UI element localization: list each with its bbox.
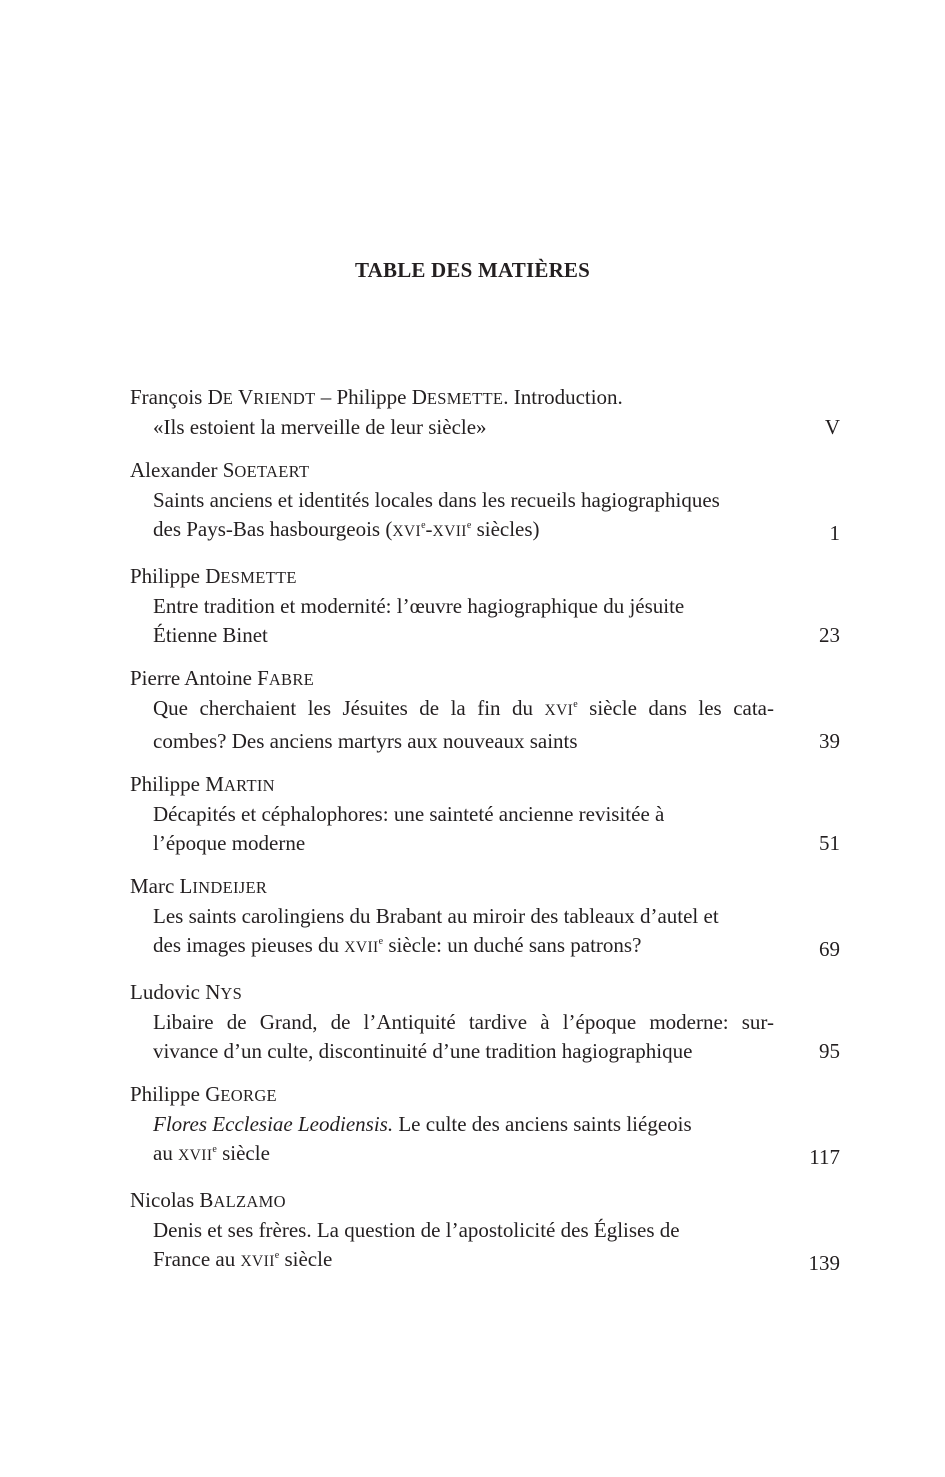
entry-title: Les saints carolingiens du Brabant au miroir des tableaux d’autel et des images pieuses du XVIIe siècle: un duché sans patrons? 69 [130, 902, 840, 964]
entry-page-number: 23 [819, 623, 840, 647]
toc-entry-martin[interactable] [130, 770, 840, 858]
entry-title: Saints anciens et identités locales dans les recueils hagiographiques des Pays-Bas hasbourgeois (XVIe-XVIIe siècles) 1 [130, 486, 840, 548]
entry-title: Que cherchaient les Jésuites de la fin du XVIe siècle dans les cata- combes? Des anciens martyrs aux nouveaux saints 39 [130, 694, 840, 756]
entry-author: Nicolas BALZAMO [130, 1188, 286, 1212]
entry-page-number: 117 [809, 1145, 840, 1169]
entry-title: Libaire de Grand, de l’Antiquité tardive à l’époque moderne: sur- vivance d’un culte, discontinuité d’une tradition hagiographique 95 [130, 1008, 840, 1066]
entry-author: Alexander SOETAERT [130, 458, 310, 482]
toc-entry-balzamo[interactable] [130, 1186, 840, 1278]
toc-entry-george[interactable] [130, 1080, 840, 1172]
entry-author: Marc LINDEIJER [130, 874, 268, 898]
entry-title: «Ils estoient la merveille de leur siècle» V [130, 413, 840, 442]
toc-entry-nys[interactable] [130, 978, 840, 1066]
toc-entry-fabre[interactable] [130, 664, 840, 756]
toc-entry-lindeijer[interactable] [130, 872, 840, 964]
entry-title: Denis et ses frères. La question de l’apostolicité des Églises de France au XVIIe siècle 139 [130, 1216, 840, 1278]
entry-page-number: V [824, 415, 840, 439]
entry-page-number: 1 [829, 521, 840, 545]
entry-title: Flores Ecclesiae Leodiensis. Le culte des anciens saints liégeois au XVIIe siècle 117 [130, 1110, 840, 1172]
entry-page-number: 51 [819, 831, 840, 855]
toc-entry-introduction[interactable] [130, 383, 840, 442]
entry-page-number: 39 [819, 729, 840, 753]
entry-page-number: 69 [819, 937, 840, 961]
toc-entry-soetaert[interactable] [130, 456, 840, 548]
toc-entry-desmette[interactable] [130, 562, 840, 650]
entry-title: Entre tradition et modernité: l’œuvre hagiographique du jésuite Étienne Binet 23 [130, 592, 840, 650]
entry-author: Philippe GEORGE [130, 1082, 277, 1106]
table-of-contents [130, 383, 840, 1292]
entry-page-number: 95 [819, 1039, 840, 1063]
page-title: TABLE DES MATIÈRES [354, 258, 591, 282]
entry-title: Décapités et céphalophores: une sainteté ancienne revisitée à l’époque moderne 51 [130, 800, 840, 858]
entry-author: Philippe MARTIN [130, 772, 275, 796]
entry-authors: François DE VRIENDT – Philippe DESMETTE. Introduction. [130, 385, 623, 409]
entry-author: Philippe DESMETTE [130, 564, 297, 588]
entry-author: Ludovic NYS [130, 980, 243, 1004]
entry-author: Pierre Antoine FABRE [130, 666, 315, 690]
entry-page-number: 139 [808, 1251, 840, 1275]
